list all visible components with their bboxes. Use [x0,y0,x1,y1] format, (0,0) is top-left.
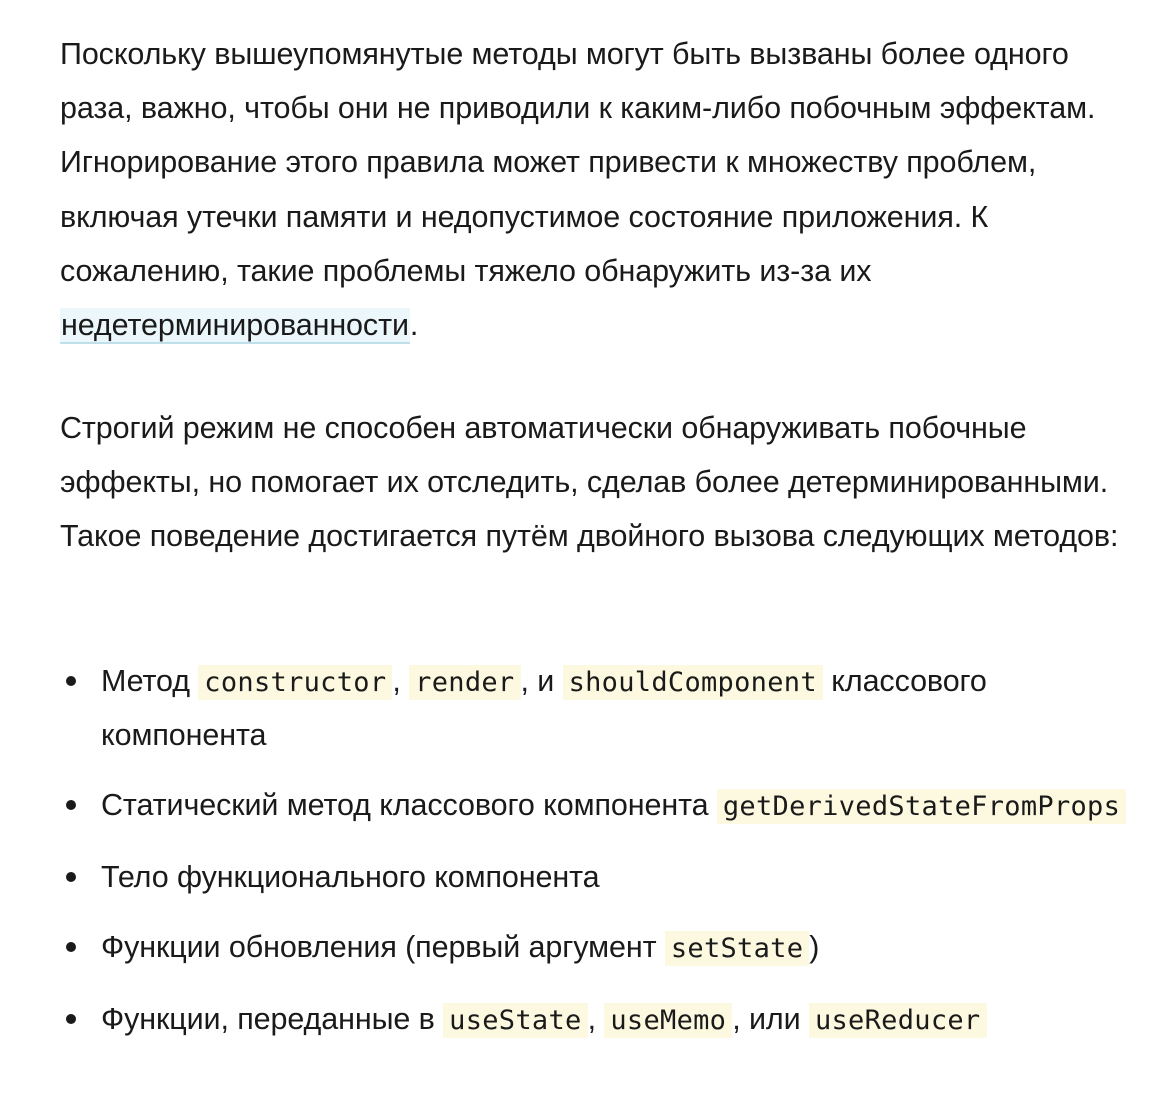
list-item-text: , и [520,664,563,698]
code-render: render [409,665,520,700]
list-item-text: , [392,664,410,698]
code-set-state: setState [665,931,809,966]
list-item-text: , [587,1002,605,1036]
paragraph-text-end: . [409,308,419,343]
code-should-component: shouldComponent [563,665,823,700]
code-use-state: useState [443,1003,587,1038]
paragraph-side-effects [60,27,1146,352]
nondeterminism-link[interactable]: недетерминированности [61,308,409,343]
list-item-text: Функции обновления (первый аргумент [101,930,665,964]
list-item-text: Статический метод классового компонента [101,788,717,822]
list-item-text: Функции, переданные в [101,1002,444,1036]
bullet-icon [66,942,76,952]
list-item-text: классового компонента [101,664,987,752]
paragraph-text: Поскольку вышеупомянутые методы могут быть вызваны более одного раза, важно, чтобы они не приводили к каким-либо побочным эффектам. Игнорирование этого правила может привести к множеству проблем, включая утечки памяти и недопустимое состояние приложения. К сожалению, такие проблемы тяжело обнаружить из-за их [60,37,1096,288]
code-constructor: constructor [198,665,392,700]
list-item [60,851,1146,903]
list-item-text: Тело функционального компонента [101,860,600,894]
list-item [60,921,1146,975]
code-get-derived-state-from-props: getDerivedStateFromProps [717,789,1126,824]
code-use-memo: useMemo [604,1003,732,1038]
list-item-text: Метод [101,664,199,698]
list-item-text: ) [809,930,820,964]
bullet-icon [66,1014,76,1024]
list-item-text: , или [732,1002,809,1036]
list-item [60,993,1146,1047]
paragraph-strict-mode: Строгий режим не способен автоматически обнаруживать побочные эффекты, но помогает их отследить, сделав более детерминированными. Такое поведение достигается путём двойного вызова следующих методов: [60,411,1119,554]
code-use-reducer: useReducer [809,1003,987,1038]
bullet-icon [66,872,76,882]
list-item [60,779,1146,833]
bullet-icon [66,676,76,686]
double-invoked-methods-list [60,655,1146,1065]
bullet-icon [66,800,76,810]
list-item [60,655,1146,761]
